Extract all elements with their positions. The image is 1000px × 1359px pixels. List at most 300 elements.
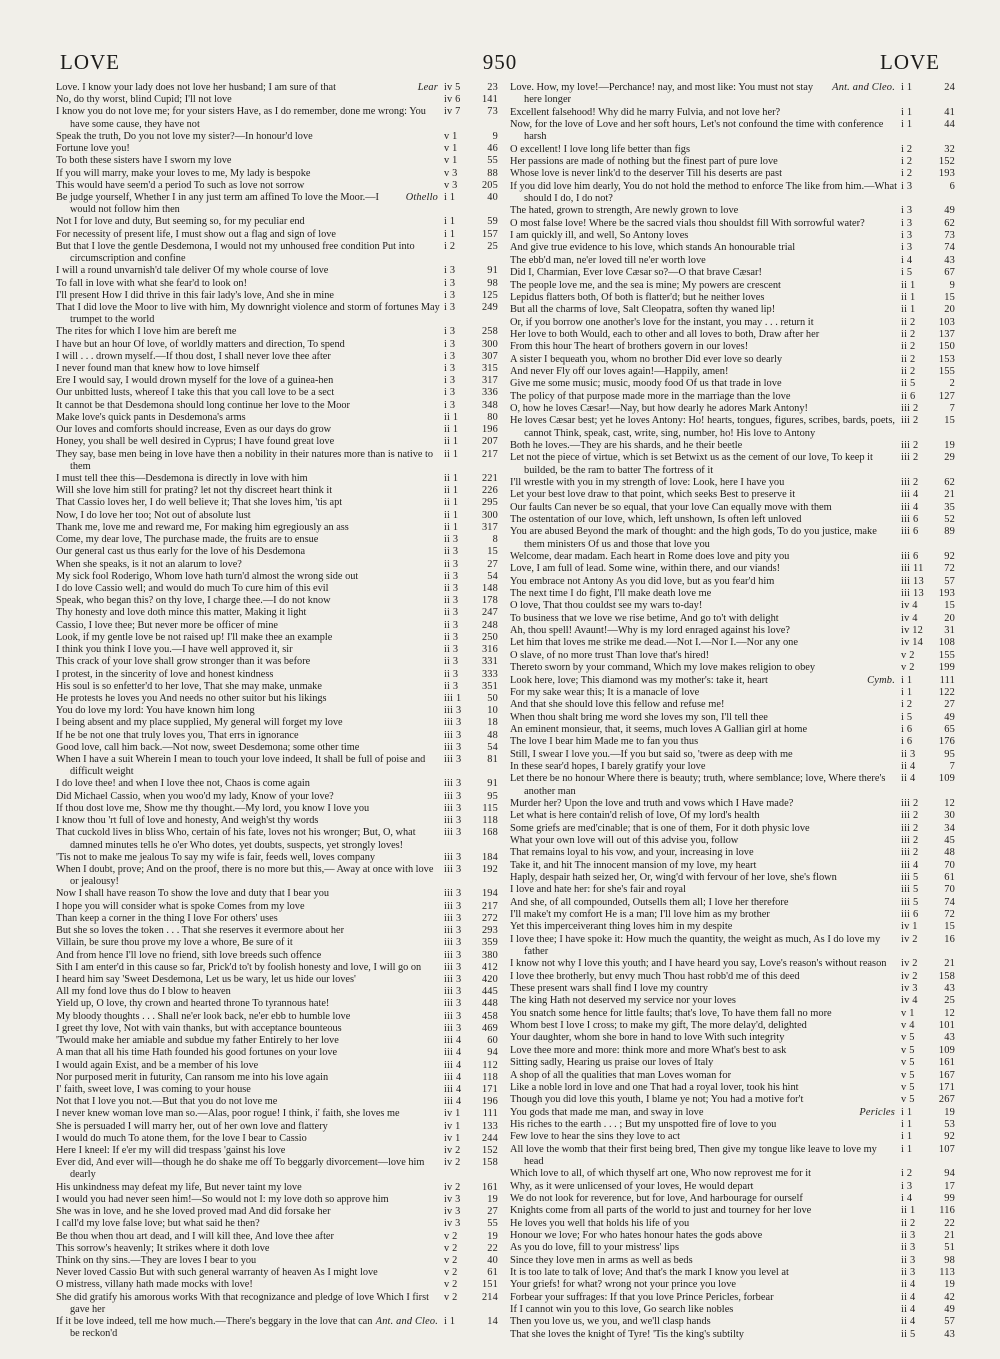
concordance-entry — [510, 1255, 955, 1267]
concordance-entry — [510, 563, 955, 575]
line-number: 74 — [944, 896, 955, 908]
concordance-entry — [56, 1121, 498, 1133]
act-scene: iii 3 — [444, 851, 462, 863]
concordance-entry — [56, 290, 498, 302]
reference — [440, 681, 498, 693]
concordance-entry — [56, 326, 498, 338]
line-number: 55 — [487, 155, 498, 167]
line-number: 44 — [944, 119, 955, 131]
line-number: 448 — [481, 998, 498, 1010]
reference — [440, 962, 498, 974]
concordance-entry — [56, 1072, 498, 1084]
act-scene: i 3 — [444, 399, 456, 411]
line-number: 22 — [944, 1217, 955, 1229]
act-scene: ii 3 — [444, 619, 459, 631]
act-scene: ii 6 — [901, 390, 916, 402]
line-number: 127 — [938, 390, 955, 402]
reference — [440, 1023, 498, 1035]
concordance-entry — [56, 180, 498, 192]
act-scene: v 1 — [444, 155, 458, 167]
quotation-text: Come, my dear love, The purchase made, the fruits are to ensue — [56, 534, 319, 546]
act-scene: i 2 — [901, 168, 913, 180]
act-scene: iii 6 — [901, 514, 919, 526]
quotation-text: You embrace not Antony As you did love, but as you fear'd him — [510, 575, 775, 587]
quotation-text: I will . . . drown myself.—If thou dost, I shall never love thee after — [56, 350, 331, 362]
concordance-entry — [56, 620, 498, 632]
reference — [897, 489, 955, 501]
line-number: 249 — [481, 301, 498, 313]
quotation-text: Make love's quick pants in Desdemona's arms — [56, 411, 246, 423]
reference — [440, 1182, 498, 1194]
concordance-entry — [56, 424, 498, 436]
quotation-text: The ebb'd man, ne'er loved till ne'er worth love — [510, 254, 706, 266]
act-scene: iii 4 — [444, 1071, 462, 1083]
concordance-entry — [510, 971, 955, 983]
concordance-entry — [510, 1082, 955, 1094]
concordance-entry — [510, 1292, 955, 1304]
concordance-entry — [56, 1060, 498, 1072]
act-scene: v 2 — [901, 649, 915, 661]
reference — [440, 815, 498, 827]
act-scene: iii 2 — [901, 847, 919, 859]
line-number: 184 — [481, 851, 498, 863]
reference — [897, 391, 955, 403]
reference — [897, 847, 955, 859]
line-number: 99 — [944, 1192, 955, 1204]
concordance-entry — [56, 913, 498, 925]
reference — [440, 449, 498, 461]
act-scene: ii 1 — [444, 424, 459, 436]
concordance-entry — [510, 205, 955, 217]
reference — [897, 1131, 955, 1143]
concordance-entry — [510, 354, 955, 366]
reference — [440, 424, 498, 436]
act-scene: iii 5 — [901, 884, 919, 896]
line-number: 150 — [938, 341, 955, 353]
act-scene: ii 1 — [444, 436, 459, 448]
line-number: 155 — [938, 649, 955, 661]
concordance-entry — [510, 1045, 955, 1057]
quotation-text: I would you had never seen him!—So would not I: my love doth so approve him — [56, 1193, 389, 1205]
quotation-text: And that she should love this fellow and refuse me! — [510, 699, 725, 711]
quotation-text: Speak, who began this? on thy love, I charge thee.—I do not know — [56, 595, 331, 607]
concordance-entry — [56, 351, 498, 363]
act-scene: iv 2 — [901, 933, 918, 945]
quotation-text: Our general cast us thus early for the love of his Desdemona — [56, 546, 306, 558]
reference — [440, 754, 498, 766]
line-number: 67 — [944, 267, 955, 279]
line-number: 168 — [481, 827, 498, 839]
line-number: 57 — [944, 575, 955, 587]
quotation-text: I love and hate her: for she's fair and royal — [510, 884, 686, 896]
reference — [897, 1020, 955, 1032]
concordance-entry — [510, 107, 955, 119]
act-scene: i 6 — [901, 723, 913, 735]
act-scene: v 2 — [444, 1255, 458, 1266]
reference — [440, 302, 498, 314]
concordance-entry — [510, 1267, 955, 1279]
concordance-entry — [56, 669, 498, 681]
quotation-text: For my sake wear this; It is a manacle of love — [510, 686, 700, 698]
quotation-text: I must tell thee this—Desdemona is directly in love with him — [56, 473, 308, 484]
reference — [440, 497, 498, 509]
quotation-text: Honour we love; For who hates honour hates the gods above — [510, 1229, 763, 1241]
quotation-text: Whose love is never link'd to the deserver Till his deserts are past — [510, 168, 782, 180]
concordance-entry — [56, 852, 498, 864]
reference — [897, 1057, 955, 1069]
line-number: 109 — [938, 773, 955, 785]
quotation-text: She did gratify his amorous works With that recognizance and pledge of love Which I first gave her — [56, 1291, 429, 1315]
reference — [897, 1218, 955, 1230]
act-scene: ii 3 — [444, 631, 459, 643]
line-number: 19 — [944, 439, 955, 451]
act-scene: iv 2 — [444, 1157, 461, 1169]
line-number: 20 — [944, 612, 955, 624]
quotation-text: Our loves and comforts should increase, Even as our days do grow — [56, 424, 332, 436]
reference — [440, 1035, 498, 1047]
concordance-entry — [56, 1108, 498, 1120]
line-number: 34 — [944, 822, 955, 834]
line-number: 60 — [487, 1035, 498, 1047]
header-left-word: LOVE — [60, 50, 120, 74]
concordance-entry — [56, 436, 498, 448]
concordance-entry — [510, 1107, 955, 1119]
act-scene: i 1 — [444, 216, 456, 228]
line-number: 95 — [487, 790, 498, 802]
quotation-text: The ostentation of our love, which, left unshown, Is often left unloved — [510, 514, 802, 526]
act-scene: ii 3 — [444, 582, 459, 594]
reference — [897, 1119, 955, 1131]
reference — [897, 255, 955, 267]
reference — [440, 1133, 498, 1145]
quotation-text: I love thee; I have spoke it: How much the quantity, the weight as much, As I do love my father — [510, 933, 881, 958]
quotation-text: O excellent! I love long life better than figs — [510, 143, 691, 155]
reference — [897, 1168, 955, 1180]
concordance-entry — [56, 449, 498, 473]
concordance-entry — [56, 681, 498, 693]
act-scene: ii 1 — [444, 509, 459, 521]
reference — [897, 156, 955, 168]
concordance-entry — [510, 995, 955, 1007]
reference — [897, 958, 955, 970]
quotation-text: This crack of your love shall grow stronger than it was before — [56, 656, 311, 668]
reference — [897, 144, 955, 156]
quotation-text: Ere I would say, I would drown myself for the love of a guinea-hen — [56, 375, 334, 387]
act-scene: iii 3 — [444, 998, 462, 1010]
quotation-text: Cassio, I love thee; But never more be officer of mine — [56, 619, 278, 631]
act-scene: iii 3 — [444, 1022, 462, 1034]
concordance-entry — [56, 998, 498, 1010]
reference — [440, 485, 498, 497]
act-scene: v 2 — [444, 1279, 458, 1291]
quotation-text: These present wars shall find I love my country — [510, 983, 708, 995]
line-number: 445 — [481, 986, 498, 998]
quotation-text: To fall in love with what she fear'd to look on! — [56, 277, 248, 289]
line-number: 74 — [944, 242, 955, 254]
line-number: 158 — [938, 970, 955, 982]
concordance-entry — [510, 1131, 955, 1143]
act-scene: v 1 — [444, 130, 458, 142]
quotation-text: Or, if you borrow one another's love for the instant, you may . . . return it — [510, 316, 814, 328]
quotation-text: I would do much To atone them, for the love I bear to Cassio — [56, 1132, 307, 1144]
reference — [897, 354, 955, 366]
act-scene: v 2 — [444, 1230, 458, 1242]
concordance-entry — [510, 872, 955, 884]
act-scene: iv 3 — [444, 1206, 461, 1218]
concordance-entry — [510, 934, 955, 959]
act-scene: iii 5 — [901, 896, 919, 908]
act-scene: iv 1 — [444, 1120, 461, 1132]
act-scene: i 1 — [901, 674, 913, 686]
act-scene: ii 3 — [444, 607, 459, 619]
act-scene: iii 4 — [444, 1059, 462, 1071]
quotation-text: That I did love the Moor to live with him, My downright violence and storm of fortunes May trumpet to the world — [56, 301, 440, 326]
quotation-text: Give me some music; music, moody food Of us that trade in love — [510, 378, 782, 390]
line-number: 6 — [949, 180, 955, 192]
line-number: 91 — [487, 778, 498, 790]
line-number: 49 — [944, 1304, 955, 1316]
act-scene: ii 3 — [444, 546, 459, 558]
quotation-text: If he be not one that truly loves you, That errs in ignorance — [56, 729, 299, 741]
line-number: 226 — [481, 485, 498, 497]
quotation-text: All love the womb that their first being bred, Then give my tongue like leave to love my head — [510, 1143, 877, 1167]
act-scene: ii 2 — [901, 1217, 916, 1229]
quotation-text: I am quickly ill, and well, So Antony loves — [510, 230, 689, 242]
line-number: 137 — [938, 328, 955, 340]
quotation-text: You do love my lord: You have known him long — [56, 705, 255, 717]
concordance-entry — [510, 230, 955, 242]
quotation-text: 'Tis not to make me jealous To say my wife is fair, feeds well, loves company — [56, 851, 376, 863]
quotation-text: My bloody thoughts . . . Shall ne'er look back, ne'er ebb to humble love — [56, 1010, 351, 1022]
quotation-text: Villain, be sure thou prove my love a whore, Be sure of it — [56, 937, 293, 949]
concordance-entry — [510, 1242, 955, 1254]
act-scene: iii 3 — [444, 729, 462, 741]
act-scene: iii 2 — [901, 415, 919, 427]
quotation-text: Your daughter, whom she bore in hand to love With such integrity — [510, 1032, 785, 1044]
concordance-entry — [56, 1157, 498, 1181]
act-scene: i 3 — [444, 338, 456, 350]
act-scene: ii 3 — [901, 1267, 916, 1278]
act-scene: ii 2 — [901, 328, 916, 340]
line-number: 125 — [481, 289, 498, 301]
concordance-entry — [56, 974, 498, 986]
reference — [897, 1032, 955, 1044]
quotation-text: Her passions are made of nothing but the finest part of pure love — [510, 156, 778, 168]
reference — [440, 950, 498, 962]
act-scene: iii 3 — [444, 912, 462, 924]
concordance-entry — [56, 522, 498, 534]
line-number: 199 — [938, 662, 955, 674]
line-number: 7 — [949, 402, 955, 414]
line-number: 19 — [944, 1279, 955, 1291]
act-scene: ii 1 — [901, 291, 916, 303]
reference — [897, 699, 955, 711]
concordance-entry — [510, 181, 955, 206]
concordance-entry — [56, 730, 498, 742]
header-right-word: LOVE — [880, 50, 940, 74]
line-number: 333 — [481, 668, 498, 680]
concordance-entry — [510, 1316, 955, 1328]
concordance-entry — [56, 583, 498, 595]
reference — [897, 477, 955, 489]
reference — [897, 637, 955, 649]
act-scene: ii 3 — [901, 1242, 916, 1254]
reference — [440, 216, 498, 228]
line-number: 91 — [487, 265, 498, 277]
reference — [897, 749, 955, 761]
reference — [897, 341, 955, 353]
line-number: 412 — [481, 961, 498, 973]
concordance-entry — [56, 888, 498, 900]
quotation-text: Both he loves.—They are his shards, and he their beetle — [510, 439, 743, 451]
line-number: 116 — [939, 1205, 955, 1217]
act-scene: i 1 — [444, 1316, 456, 1328]
line-number: 59 — [487, 216, 498, 228]
concordance-entry — [56, 1279, 498, 1291]
quotation-text: Forbear your suffrages: If that you love Prince Pericles, forbear — [510, 1291, 774, 1303]
act-scene: ii 3 — [444, 668, 459, 680]
line-number: 167 — [938, 1069, 955, 1081]
act-scene: iii 4 — [901, 489, 919, 501]
quotation-text: Sith I am enter'd in this cause so far, Prick'd to't by foolish honesty and love, I will go on — [56, 961, 422, 973]
concordance-entry — [56, 1218, 498, 1230]
act-scene: i 1 — [901, 1118, 913, 1130]
quotation-text: I greet thy love, Not with vain thanks, but with acceptance bounteous — [56, 1022, 342, 1034]
line-number: 27 — [944, 699, 955, 711]
act-scene: iii 3 — [444, 754, 462, 766]
quotation-text: If thou dost love me, Show me thy thought.—My lord, you know I love you — [56, 802, 370, 814]
act-scene: v 4 — [901, 1020, 915, 1032]
act-scene: i 3 — [901, 205, 913, 217]
concordance-entry — [56, 241, 498, 265]
act-scene: ii 2 — [901, 341, 916, 353]
act-scene: v 5 — [901, 1094, 915, 1106]
quotation-text: Love. I know your lady does not love her husband; I am sure of that — [56, 82, 336, 93]
reference — [897, 563, 955, 575]
reference — [897, 440, 955, 452]
concordance-entry — [510, 1218, 955, 1230]
line-number: 8 — [492, 534, 498, 546]
concordance-entry — [510, 1205, 955, 1217]
reference — [897, 909, 955, 921]
act-scene: i 1 — [901, 1143, 913, 1155]
concordance-entry — [56, 791, 498, 803]
line-number: 221 — [481, 473, 498, 484]
act-scene: ii 1 — [444, 473, 459, 484]
quotation-text: And never Fly off our loves again!—Happily, amen! — [510, 365, 729, 377]
line-number: 214 — [481, 1291, 498, 1303]
quotation-text: And from hence I'll love no friend, sith love breeds such offence — [56, 949, 322, 961]
act-scene: iii 6 — [901, 551, 919, 563]
reference — [440, 522, 498, 534]
line-number: 41 — [944, 106, 955, 118]
reference — [897, 280, 955, 292]
act-scene: i 3 — [901, 217, 913, 229]
reference — [897, 884, 955, 896]
reference — [897, 415, 955, 427]
line-number: 351 — [481, 680, 498, 692]
line-number: 19 — [944, 1106, 955, 1118]
act-scene: i 2 — [901, 699, 913, 711]
line-number: 196 — [481, 424, 498, 436]
play-title: Lear — [417, 82, 438, 93]
line-number: 307 — [481, 350, 498, 362]
reference — [897, 1242, 955, 1254]
quotation-text: We do not look for reverence, but for love, And harbourage for ourself — [510, 1192, 803, 1204]
act-scene: ii 4 — [901, 1304, 916, 1316]
act-scene: i 3 — [444, 265, 456, 277]
quotation-text: Than keep a corner in the thing I love For others' uses — [56, 912, 278, 924]
quotation-text: I never knew woman love man so.—Alas, poor rogue! I think, i' faith, she loves me — [56, 1108, 400, 1120]
reference — [897, 502, 955, 514]
act-scene: iii 3 — [444, 705, 462, 717]
act-scene: iii 1 — [444, 692, 462, 704]
concordance-entry — [56, 803, 498, 815]
act-scene: iv 5 — [444, 82, 461, 93]
concordance-entry — [510, 440, 955, 452]
reference — [897, 613, 955, 625]
concordance-entry — [56, 644, 498, 656]
line-number: 217 — [481, 900, 498, 912]
line-number: 193 — [938, 588, 955, 600]
quotation-text: I being absent and my place supplied, My general will forget my love — [56, 717, 343, 729]
line-number: 267 — [938, 1094, 955, 1106]
quotation-text: But that I love the gentle Desdemona, I would not my unhoused free condition Put into circumscription and confine — [56, 240, 415, 265]
reference — [897, 1193, 955, 1205]
quotation-text: O most false love! Where be the sacred vials thou shouldst fill With sorrowful water? — [510, 217, 865, 229]
reference — [440, 387, 498, 399]
quotation-text: You are abused Beyond the mark of thought: and the high gods, To do you justice, make them ministers Of us and those that love you — [510, 526, 877, 550]
concordance-entry — [56, 1243, 498, 1255]
act-scene: iii 2 — [901, 402, 919, 414]
reference — [897, 1144, 955, 1156]
concordance-entry — [510, 810, 955, 822]
concordance-entry — [56, 742, 498, 754]
concordance-entry — [510, 1070, 955, 1082]
line-number: 49 — [944, 711, 955, 723]
act-scene: i 1 — [901, 119, 913, 131]
reference — [440, 1060, 498, 1072]
act-scene: iii 4 — [444, 1096, 462, 1108]
concordance-entry — [510, 378, 955, 390]
reference — [897, 662, 955, 674]
act-scene: v 1 — [444, 143, 458, 155]
reference — [440, 730, 498, 742]
line-number: 92 — [944, 1131, 955, 1143]
line-number: 250 — [481, 631, 498, 643]
quotation-text: I hope you will consider what is spoke Comes from my love — [56, 900, 305, 912]
line-number: 157 — [481, 228, 498, 240]
reference — [440, 852, 498, 864]
line-number: 35 — [944, 501, 955, 513]
reference — [440, 974, 498, 986]
reference — [897, 267, 955, 279]
concordance-entry — [510, 773, 955, 798]
line-number: 40 — [487, 191, 498, 203]
quotation-text: Here I kneel: If e'er my will did trespass 'gainst his love — [56, 1145, 286, 1157]
reference — [440, 290, 498, 302]
reference — [897, 1230, 955, 1242]
act-scene: iv 2 — [901, 958, 918, 970]
line-number: 57 — [944, 1316, 955, 1328]
quotation-text: Let there be no honour Where there is beauty; truth, where semblance; love, Where there's another man — [510, 773, 886, 797]
reference — [897, 1316, 955, 1328]
line-number: 272 — [481, 912, 498, 924]
reference — [440, 1279, 498, 1291]
concordance-entry — [510, 712, 955, 724]
quotation-text: O mistress, villany hath made mocks with love! — [56, 1279, 253, 1291]
act-scene: iii 6 — [901, 526, 919, 538]
